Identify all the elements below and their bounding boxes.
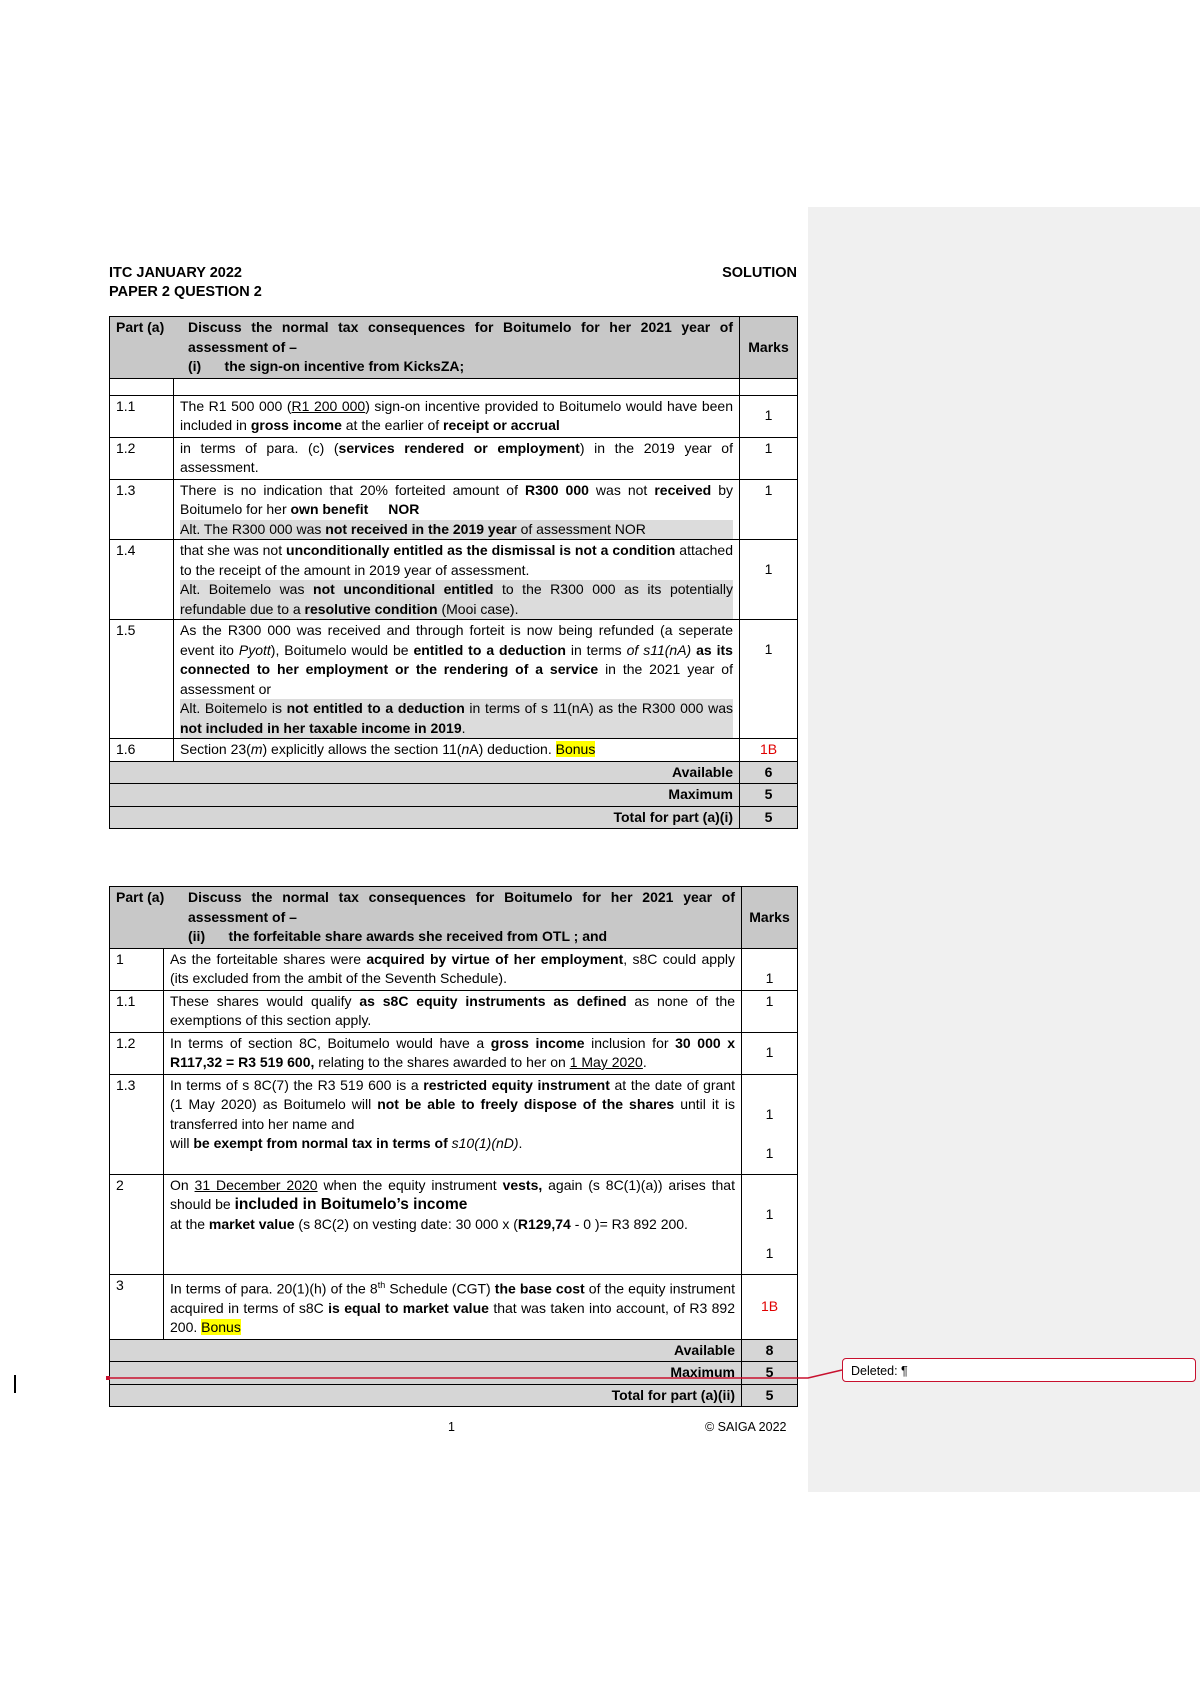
question-text: Discuss the normal tax consequences for Boitumelo for her 2021 year of assessment of – xyxy=(188,889,735,925)
bonus-highlight: Bonus xyxy=(201,1319,241,1336)
row-number: 1.5 xyxy=(110,620,174,739)
row-text: As the R300 000 was received and through forteit is now being refunded (a seperate event ito Pyott), Boitumelo would be entitled to a deduction in terms of s11(nA) as its connected to her employment or the rendering of a service in the 2021 year of assessment or Alt. Boitemelo is not entitled to a deduction in terms of s 11(nA) as the R300 000 was not included in her taxable income in 2019. xyxy=(174,620,740,739)
row-number: 1.2 xyxy=(110,1032,164,1074)
total-row: Total for part (a)(ii) 5 xyxy=(110,1384,798,1407)
row-number: 1.1 xyxy=(110,990,164,1032)
row-text: Section 23(m) explicitly allows the section 11(nA) deduction. Bonus xyxy=(174,739,740,762)
row-number: 1.6 xyxy=(110,739,174,762)
row-mark: 1 xyxy=(740,437,798,479)
deleted-comment-balloon[interactable]: Deleted: ¶ xyxy=(842,1358,1196,1382)
available-row: Available 6 xyxy=(110,761,798,784)
row-number: 3 xyxy=(110,1274,164,1339)
row-mark: 1 xyxy=(740,395,798,437)
row-text: In terms of para. 20(1)(h) of the 8th Schedule (CGT) the base cost of the equity instrument acquired in terms of s8C is equal to market value that was taken into account, of R3 892 200. Bonus xyxy=(164,1274,742,1339)
row-text: As the forteitable shares were acquired by virtue of her employment, s8C could apply (its excluded from the ambit of the Seventh Schedule). xyxy=(164,948,742,990)
row-mark: 1 xyxy=(742,990,798,1032)
marks-header: Marks xyxy=(740,317,798,379)
row-number: 1.2 xyxy=(110,437,174,479)
row-text: On 31 December 2020 when the equity instrument vests, again (s 8C(1)(a)) arises that should be included in Boitumelo’s income at the market value (s 8C(2) on vesting date: 30 000 x (R129,74 - 0 )= R3 892 200. xyxy=(164,1174,742,1274)
alternative-answer: Alt. Boitemelo was not unconditional entitled to the R300 000 as its potentially refundable due to a resolutive condition (Mooi case). xyxy=(180,580,733,619)
row-text: There is no indication that 20% forteited amount of R300 000 was not received by Boitumelo for her own benefit NOR Alt. The R300 000 was not received in the 2019 year of assessment NOR xyxy=(174,479,740,540)
available-row: Available 8 xyxy=(110,1339,798,1362)
row-number: 1 xyxy=(110,948,164,990)
doc-label: SOLUTION xyxy=(722,265,797,281)
question-subpart: (ii) the forfeitable share awards she received from OTL ; and xyxy=(188,928,608,944)
row-text: In terms of section 8C, Boitumelo would have a gross income inclusion for 30 000 x R117,32 = R3 519 600, relating to the shares awarded to her on 1 May 2020. xyxy=(164,1032,742,1074)
alternative-answer: Alt. The R300 000 was not received in the 2019 year of assessment NOR xyxy=(180,520,733,540)
row-mark: 1B xyxy=(742,1274,798,1339)
row-text: These shares would qualify as s8C equity instruments as defined as none of the exemptions of this section apply. xyxy=(164,990,742,1032)
total-row: Total for part (a)(i) 5 xyxy=(110,806,798,829)
row-text: in terms of para. (c) (services rendered or employment) in the 2019 year of assessment. xyxy=(174,437,740,479)
row-mark: 1 1 xyxy=(742,1174,798,1274)
part-label: Part (a) xyxy=(116,889,165,905)
maximum-row: Maximum 5 xyxy=(110,784,798,807)
row-mark: 1B xyxy=(740,739,798,762)
row-text: In terms of s 8C(7) the R3 519 600 is a restricted equity instrument at the date of grant (1 May 2020) as Boitumelo will not be able to freely dispose of the shares until it is transferred into her name and will be exempt from normal tax in terms of s10(1)(nD). xyxy=(164,1074,742,1174)
doc-title: ITC JANUARY 2022 xyxy=(109,265,242,281)
maximum-row: Maximum 5 xyxy=(110,1362,798,1385)
row-mark: 1 xyxy=(740,540,798,620)
row-mark: 1 1 xyxy=(742,1074,798,1174)
row-number: 1.3 xyxy=(110,479,174,540)
question-subpart: (i) the sign-on incentive from KicksZA; xyxy=(188,358,465,374)
row-mark: 1 xyxy=(740,479,798,540)
row-mark: 1 xyxy=(740,620,798,739)
question-text: Discuss the normal tax consequences for Boitumelo for her 2021 year of assessment of – xyxy=(188,319,733,355)
text-cursor xyxy=(14,1375,16,1393)
bonus-highlight: Bonus xyxy=(555,741,596,757)
row-text: that she was not unconditionally entitled as the dismissal is not a condition attached to the receipt of the amount in 2019 year of assessment. Alt. Boitemelo was not unconditional entitled to the R300 000 as its potentially refundable due to a resolutive condition (Mooi case). xyxy=(174,540,740,620)
marks-header: Marks xyxy=(742,887,798,949)
row-number: 1.1 xyxy=(110,395,174,437)
row-mark: 1 xyxy=(742,1032,798,1074)
doc-subtitle: PAPER 2 QUESTION 2 xyxy=(109,284,262,300)
copyright: © SAIGA 2022 xyxy=(705,1420,787,1434)
row-text: The R1 500 000 (R1 200 000) sign-on incentive provided to Boitumelo would have been included in gross income at the earlier of receipt or accrual xyxy=(174,395,740,437)
page-number: 1 xyxy=(448,1420,455,1434)
alternative-answer: Alt. Boitemelo is not entitled to a deduction in terms of s 11(nA) as the R300 000 was not included in her taxable income in 2019. xyxy=(180,699,733,738)
row-number: 1.3 xyxy=(110,1074,164,1174)
row-mark: 1 xyxy=(742,948,798,990)
row-number: 2 xyxy=(110,1174,164,1274)
part-label: Part (a) xyxy=(116,319,165,335)
row-number: 1.4 xyxy=(110,540,174,620)
